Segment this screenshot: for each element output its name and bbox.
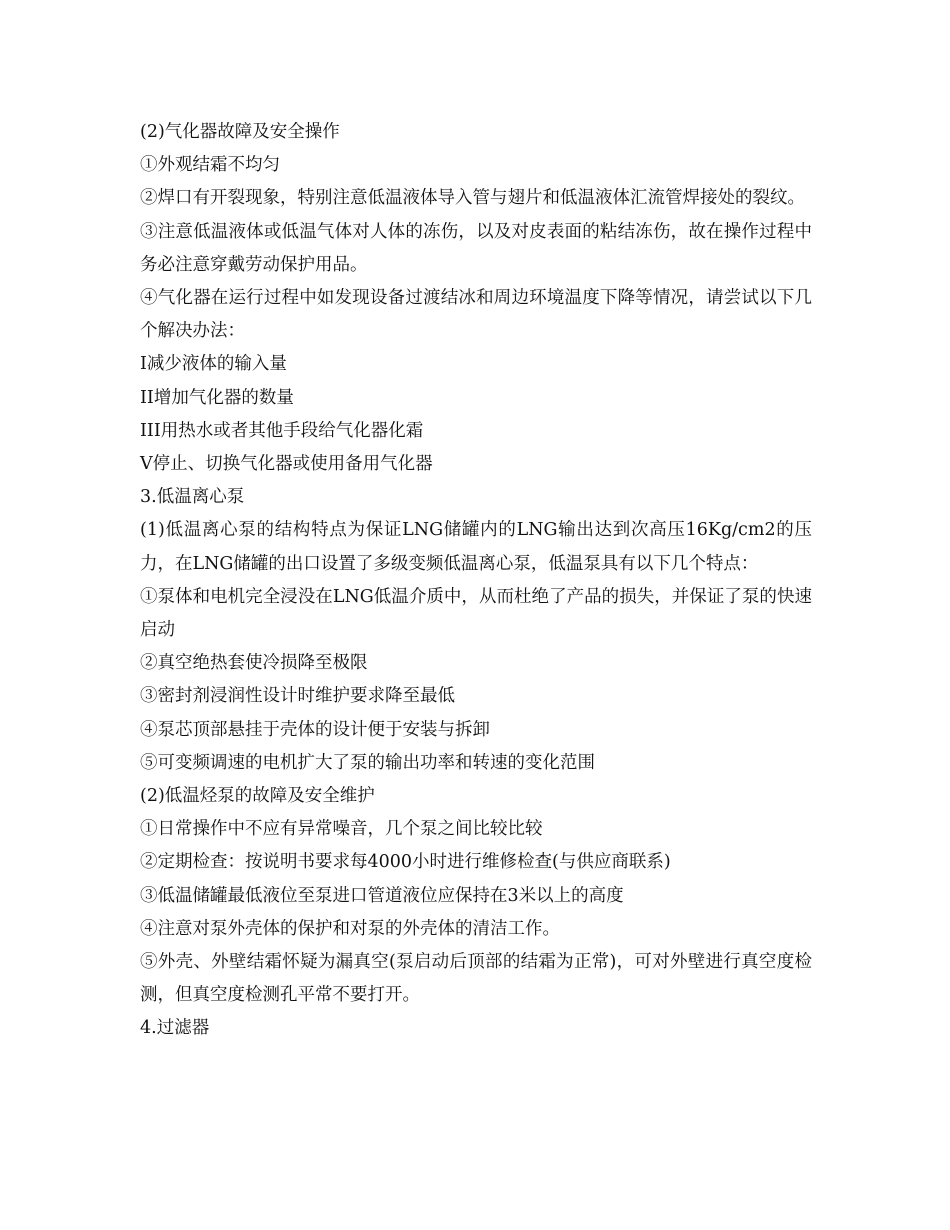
list-item: I减少液体的输入量: [140, 354, 287, 375]
section-heading-filter: 4.过滤器: [140, 1018, 210, 1039]
list-item: ⑤外壳、外壁结霜怀疑为漏真空(泵启动后顶部的结霜为正常)，可对外壁进行真空度检测，但真空度检测孔平常不要打开。: [140, 952, 812, 1006]
list-item: ④气化器在运行过程中如发现设备过渡结冰和周边环境温度下降等情况，请尝试以下几个解决办法：: [140, 288, 812, 342]
section-heading-vaporizer-faults: (2)气化器故障及安全操作: [140, 122, 340, 142]
document-body: [140, 116, 812, 1046]
list-item: ①泵体和电机完全浸没在LNG低温介质中，从而杜绝了产品的损失，并保证了泵的快速启动: [140, 586, 812, 641]
list-item: V停止、切换气化器或使用备用气化器: [140, 454, 433, 475]
list-item: III用热水或者其他手段给气化器化霜: [140, 420, 424, 441]
list-item: ③密封剂浸润性设计时维护要求降至最低: [140, 686, 455, 707]
paragraph: (1)低温离心泵的结构特点为保证LNG储罐内的LNG输出达到次高压16Kg/cm2的压力，在LNG储罐的出口设置了多级变频低温离心泵，低温泵具有以下几个特点：: [140, 520, 812, 574]
list-item: II增加气化器的数量: [140, 387, 294, 408]
list-item: ③低温储罐最低液位至泵进口管道液位应保持在3米以上的高度: [140, 885, 624, 906]
list-item: ①日常操作中不应有异常噪音，几个泵之间比较比较: [140, 819, 543, 840]
section-heading-pump-faults: (2)低温烃泵的故障及安全维护: [140, 786, 375, 807]
list-item: ⑤可变频调速的电机扩大了泵的输出功率和转速的变化范围: [140, 752, 595, 773]
list-item: ②定期检查：按说明书要求每4000小时进行维修检查(与供应商联系): [140, 852, 671, 873]
section-heading-cryogenic-pump: 3.低温离心泵: [140, 487, 245, 508]
list-item: ①外观结霜不均匀: [140, 155, 280, 176]
list-item: ④泵芯顶部悬挂于壳体的设计便于安装与拆卸: [140, 719, 490, 740]
list-item: ④注意对泵外壳体的保护和对泵的外壳体的清洁工作。: [140, 918, 560, 939]
list-item: ②真空绝热套使冷损降至极限: [140, 653, 368, 674]
list-item: ②焊口有开裂现象，特别注意低温液体导入管与翅片和低温液体汇流管焊接处的裂纹。: [140, 188, 805, 209]
list-item: ③注意低温液体或低温气体对人体的冻伤，以及对皮表面的粘结冻伤，故在操作过程中务必注意穿戴劳动保护用品。: [140, 221, 812, 275]
